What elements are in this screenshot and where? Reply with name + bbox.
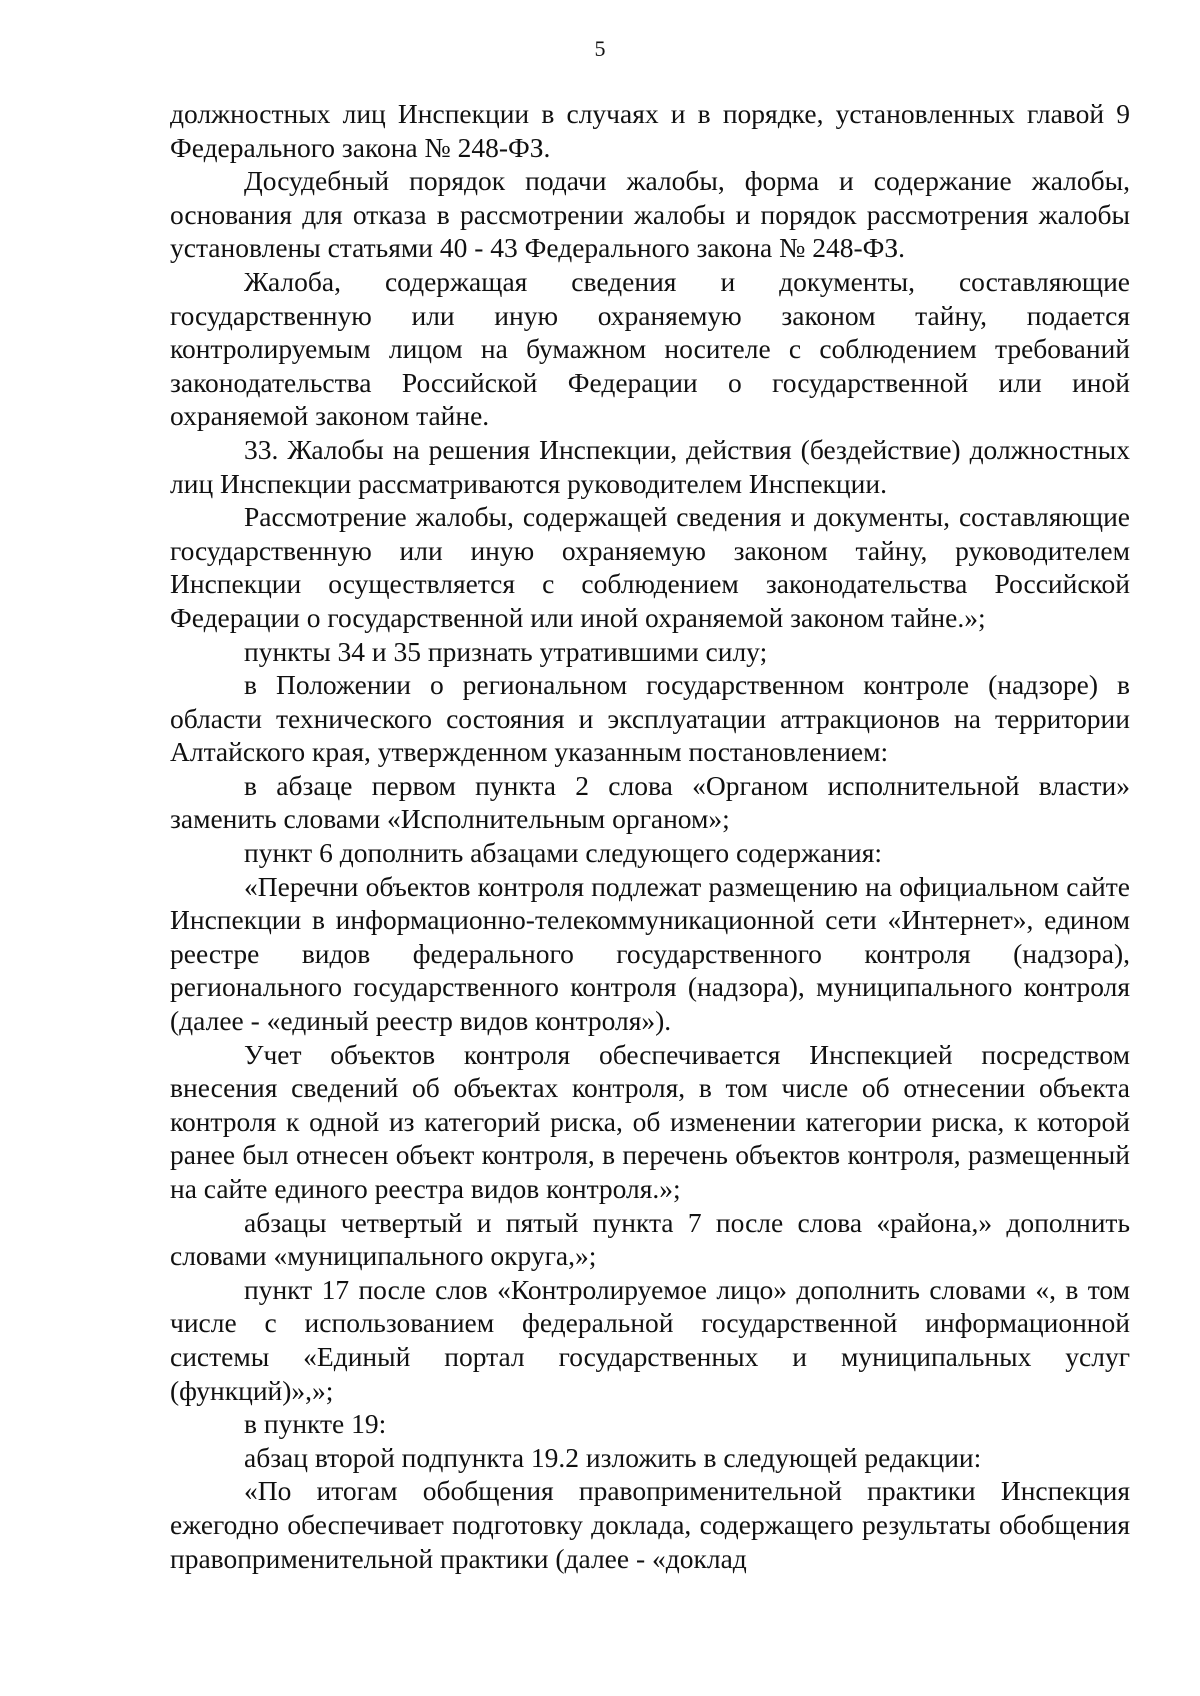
paragraph-continuation: должностных лиц Инспекции в случаях и в порядке, установленных главой 9 Федерального закона № 248-ФЗ. — [170, 98, 1130, 163]
paragraph: пункт 17 после слов «Контролируемое лицо» дополнить словами «, в том числе с использованием федеральной государственной информационной системы «Единый портал государственных и муниципальных услуг (функций)»,»; — [170, 1273, 1130, 1406]
paragraph: «Перечни объектов контроля подлежат размещению на официальном сайте Инспекции в информационно-телекоммуникационной сети «Интернет», едином реестре видов федерального государственного контроля (надзора), регионального государственного контроля (надзора), муниципального контроля (далее - «единый реестр видов контроля»). — [170, 870, 1130, 1037]
paragraph-item-33: 33. Жалобы на решения Инспекции, действия (бездействие) должностных лиц Инспекции рассматриваются руководителем Инспекции. — [170, 433, 1130, 499]
paragraph: Досудебный порядок подачи жалобы, форма и содержание жалобы, основания для отказа в рассмотрении жалобы и порядок рассмотрения жалобы установлены статьями 40 - 43 Федерального закона № 248-ФЗ. — [170, 165, 1130, 264]
paragraph: «По итогам обобщения правоприменительной практики Инспекция ежегодно обеспечивает подготовку доклада, содержащего результаты обобщения правоприменительной практики (далее - «доклад — [170, 1475, 1130, 1574]
paragraph: в абзаце первом пункта 2 слова «Органом исполнительной власти» заменить словами «Исполнительным органом»; — [170, 769, 1130, 835]
paragraph: абзацы четвертый и пятый пункта 7 после слова «района,» дополнить словами «муниципального округа,»; — [170, 1206, 1130, 1272]
paragraph: Жалоба, содержащая сведения и документы, составляющие государственную или иную охраняемую законом тайну, подается контролируемым лицом на бумажном носителе с соблюдением требований законодательства Российской Федерации о государственной или иной охраняемой законом тайне. — [170, 265, 1130, 432]
document-body — [170, 97, 1130, 1575]
paragraph: пункт 6 дополнить абзацами следующего содержания: — [244, 837, 883, 869]
paragraph: Учет объектов контроля обеспечивается Инспекцией посредством внесения сведений об объектах контроля, в том числе об отнесении объекта контроля к одной из категорий риска, об изменении категории риска, к которой ранее был отнесен объект контроля, в перечень объектов контроля, размещенный на сайте единого реестра видов контроля.»; — [170, 1038, 1130, 1204]
paragraph: в пункте 19: — [244, 1408, 387, 1440]
paragraph: в Положении о региональном государственном контроле (надзоре) в области технического состояния и эксплуатации аттракционов на территории Алтайского края, утвержденном указанным постановлением: — [170, 669, 1130, 768]
paragraph: абзац второй подпункта 19.2 изложить в следующей редакции: — [244, 1441, 982, 1473]
paragraph: Рассмотрение жалобы, содержащей сведения и документы, составляющие государственную или иную охраняемую законом тайну, руководителем Инспекции осуществляется с соблюдением законодательства Российской Федерации о государственной или иной охраняемой законом тайне.»; — [170, 501, 1130, 633]
paragraph: пункты 34 и 35 признать утратившими силу; — [244, 635, 768, 667]
page-number: 5 — [594, 36, 606, 61]
